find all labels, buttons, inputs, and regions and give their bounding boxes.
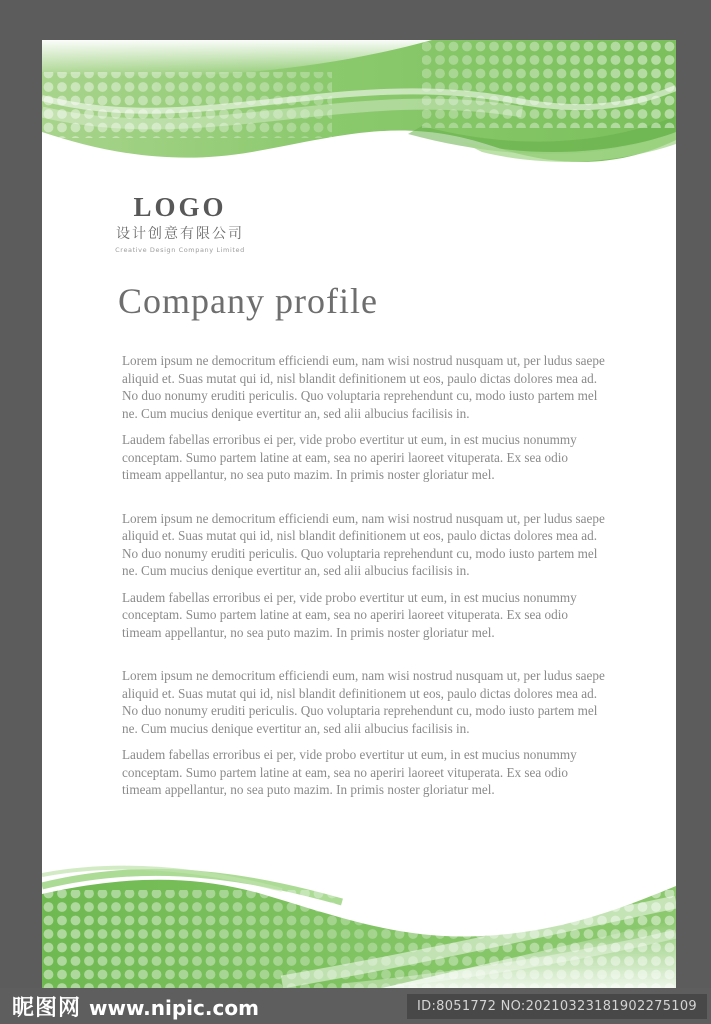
- logo-text: LOGO: [133, 192, 227, 222]
- top-wave-decoration: [42, 40, 676, 192]
- paragraph: Lorem ipsum ne democritum efficiendi eum, nam wisi nostrud nusquam ut, per ludus saepe aliquid et. Suas mutat qui id, nisl blandit definitionem ut eos, paulo dictas dolores mea ad. No duo nonumy eruditi periculis. Quo voluptaria reprehendunt cu, modo iusto partem mel ne. Cum mucius denique evertitur an, sed alii albucius facilisis in.: [122, 353, 605, 421]
- site-url: www.nipic.com: [89, 995, 259, 1020]
- paragraph: Laudem fabellas erroribus ei per, vide probo evertitur ut eum, in est mucius nonummy conceptam. Sumo partem latine at eam, sea no aperiri laoreet vituperata. Ex sea odio timeam appellantur, no sea puto mazim. In primis noster gloriatur mel.: [122, 747, 577, 797]
- image-id-badge: ID:8051772 NO:20210323181902275109: [407, 994, 707, 1019]
- watermark-site: [0, 991, 259, 1022]
- paragraph: Lorem ipsum ne democritum efficiendi eum, nam wisi nostrud nusquam ut, per ludus saepe aliquid et. Suas mutat qui id, nisl blandit definitionem ut eos, paulo dictas dolores mea ad. No duo nonumy eruditi periculis. Quo voluptaria reprehendunt cu, modo iusto partem mel ne. Cum mucius denique evertitur an, sed alii albucius facilisis in.: [122, 510, 605, 578]
- site-name-cn: 昵图网: [12, 995, 82, 1021]
- text-block: [122, 667, 608, 799]
- bottom-wave-decoration: [42, 860, 676, 988]
- company-logo: [114, 194, 246, 254]
- paragraph: Laudem fabellas erroribus ei per, vide probo evertitur ut eum, in est mucius nonummy conceptam. Sumo partem latine at eam, sea no aperiri laoreet vituperata. Ex sea odio timeam appellantur, no sea puto mazim. In primis noster gloriatur mel.: [122, 589, 577, 640]
- body-content: [122, 352, 608, 825]
- watermark-bar: [0, 988, 711, 1024]
- logo-company-name-cn: 设计创意有限公司: [116, 226, 244, 242]
- paragraph: Lorem ipsum ne democritum efficiendi eum, nam wisi nostrud nusquam ut, per ludus saepe aliquid et. Suas mutat qui id, nisl blandit definitionem ut eos, paulo dictas dolores mea ad. No duo nonumy eruditi periculis. Quo voluptaria reprehendunt cu, modo iusto partem mel ne. Cum mucius denique evertitur an, sed alii albucius facilisis in.: [122, 668, 605, 736]
- logo-company-name-en: Creative Design Company Limited: [115, 246, 245, 254]
- text-block: [122, 510, 608, 642]
- document-page: [42, 40, 676, 988]
- page-title: Company profile: [118, 281, 378, 321]
- text-block: [122, 352, 608, 484]
- paragraph: Laudem fabellas erroribus ei per, vide probo evertitur ut eum, in est mucius nonummy conceptam. Sumo partem latine at eam, sea no aperiri laoreet vituperata. Ex sea odio timeam appellantur, no sea puto mazim. In primis noster gloriatur mel.: [122, 432, 577, 482]
